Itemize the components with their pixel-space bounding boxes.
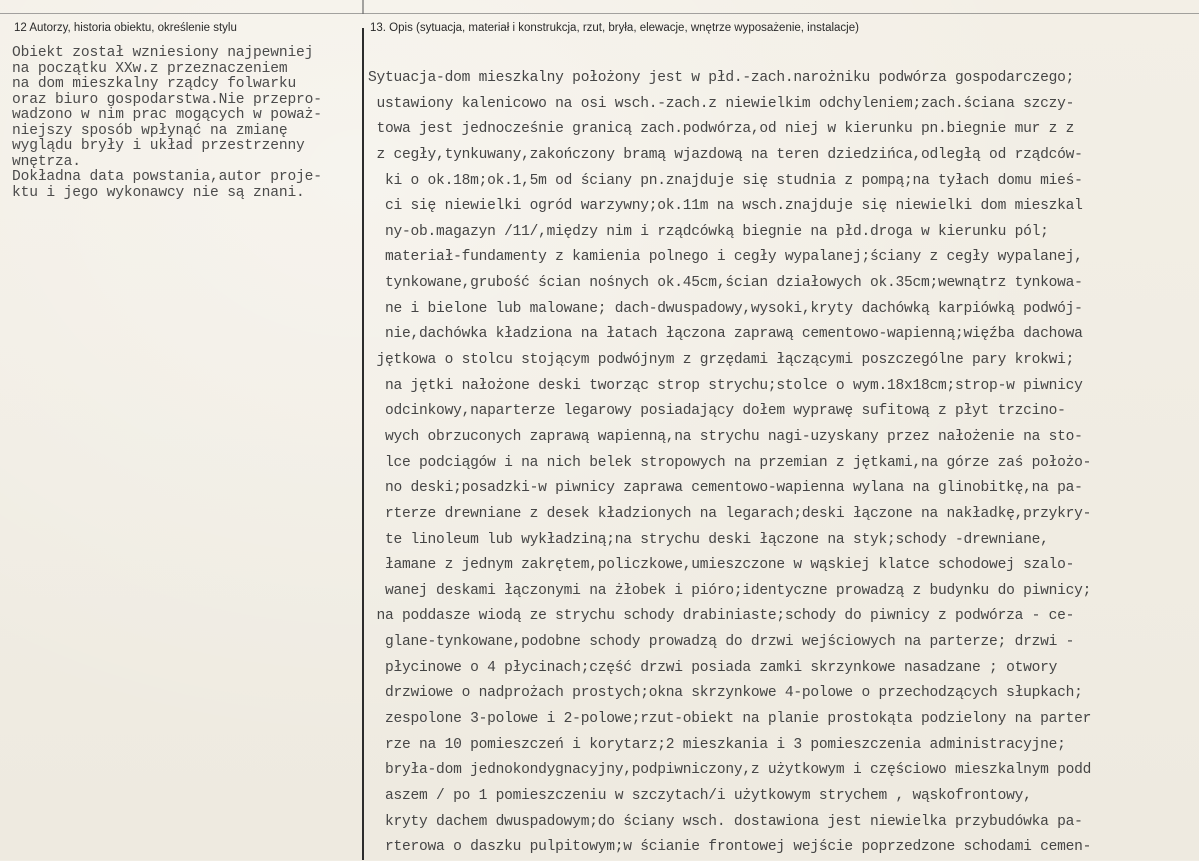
text-line: na początku XXw.z przeznaczeniem (12, 60, 288, 77)
text-line: jętkowa o stolcu stojącym podwójnym z grzędami łączącymi poszczególne pary krokwi; (368, 352, 1075, 369)
text-line: Obiekt został wzniesiony najpewniej (12, 45, 314, 61)
text-line: na dom mieszkalny rządcy folwarku (12, 76, 297, 92)
top-column-divider (362, 0, 364, 14)
text-line: oraz biuro gospodarstwa.Nie przepro- (12, 91, 322, 108)
column-divider (362, 28, 364, 860)
description-text (368, 66, 1198, 861)
text-line: wnętrza. (12, 153, 81, 170)
text-line: kryty dachem dwuspadowym;do ściany wsch. dostawiona jest niewielka przybudówka pa- (368, 813, 1083, 830)
text-line: rterowa o daszku pulpitowym;w ścianie frontowej wejście poprzedzone schodami cemen- (368, 839, 1092, 856)
text-line: Dokładna data powstania,autor proje- (12, 169, 322, 185)
text-line: łamane z jednym zakrętem,policzkowe,umieszczone w wąskiej klatce schodowej szalo- (368, 557, 1075, 574)
text-line: drzwiowe o nadprożach prostych;okna skrzynkowe 4-polowe o przechodzących słupkach; (368, 685, 1083, 702)
text-line: bryła-dom jednokondygnacyjny,podpiwniczony,z użytkowym i częściowo mieszkalnym podd (368, 762, 1092, 779)
authors-history-text (12, 46, 358, 201)
text-line: wyglądu bryły i układ przestrzenny (12, 138, 305, 154)
text-line: na poddasze wiodą ze strychu schody drabiniaste;schody do piwnicy z podwórza - ce- (368, 608, 1075, 625)
text-line: ci się niewielki ogród warzywny;ok.11m na wsch.znajduje się niewielki dom mieszkal (368, 198, 1083, 215)
text-line: zespolone 3-polowe i 2-polowe;rzut-obiekt na planie prostokąta podzielony na parter (368, 711, 1092, 728)
text-line: ny-ob.magazyn /11/,między nim i rządcówką biegnie na płd.droga w kierunku pól; (368, 223, 1049, 240)
text-line: nie,dachówka kładziona na łatach łączona zaprawą cementowo-wapienną;więźba dachowa (368, 326, 1083, 343)
text-line: rze na 10 pomieszczeń i korytarz;2 mieszkania i 3 pomieszczenia administracyjne; (368, 736, 1066, 753)
top-rule (0, 13, 1199, 14)
text-line: ustawiony kalenicowo na osi wsch.-zach.z niewielkim odchyleniem;zach.ściana szczy- (368, 95, 1075, 112)
text-line: rterze drewniane z desek kładzionych na legarach;deski łączone na nakładkę,przykry- (368, 505, 1092, 522)
text-line: ktu i jego wykonawcy nie są znani. (12, 184, 305, 201)
text-line: aszem / po 1 pomieszczeniu w szczytach/i użytkowym strychem , wąskofrontowy, (368, 787, 1032, 804)
text-line: towa jest jednocześnie granicą zach.podwórza,od niej w kierunku pn.biegnie mur z z (368, 121, 1075, 138)
text-line: wych obrzuconych zaprawą wapienną,na strychu nagi-uzyskany przez nałożenie na sto- (368, 428, 1083, 445)
text-line: materiał-fundamenty z kamienia polnego i cegły wypalanej;ściany z cegły wypalanej, (368, 249, 1083, 266)
text-line: Sytuacja-dom mieszkalny położony jest w płd.-zach.narożniku podwórza gospodarczego; (368, 70, 1075, 86)
text-line: tynkowane,grubość ścian nośnych ok.45cm,ścian działowych ok.35cm;wewnątrz tynkowa- (368, 275, 1083, 292)
text-line: płycinowe o 4 płycinach;część drzwi posiada zamki skrzynkowe nasadzane ; otwory (368, 659, 1058, 676)
text-line: wanej deskami łączonymi na żłobek i pióro;identyczne prowadzą z budynku do piwnicy; (368, 582, 1092, 599)
text-line: odcinkowy,naparterze legarowy posiadający dołem wyprawę sufitową z płyt trzcino- (368, 403, 1066, 420)
text-line: z cegły,tynkuwany,zakończony bramą wjazdową na teren dziedzińca,odległą od rządców- (368, 146, 1083, 163)
section-12-heading: 12 Autorzy, historia obiektu, określenie stylu (14, 22, 237, 34)
text-line: lce podciągów i na nich belek stropowych na przemian z jętkami,na górze zaś położo- (368, 454, 1092, 471)
text-line: ki o ok.18m;ok.1,5m od ściany pn.znajduje się studnia z pompą;na tyłach domu mieś- (368, 172, 1083, 189)
text-line: te linoleum lub wykładziną;na strychu deski łączone na styk;schody -drewniane, (368, 531, 1049, 548)
text-line: glane-tynkowane,podobne schody prowadzą do drzwi wejściowych na parterze; drzwi - (368, 634, 1075, 651)
text-line: niejszy sposób wpłynąć na zmianę (12, 122, 288, 139)
section-13-heading: 13. Opis (sytuacja, materiał i konstrukcja, rzut, bryła, elewacje, wnętrze wyposażenie, instalacje) (370, 22, 859, 34)
text-line: ne i bielone lub malowane; dach-dwuspadowy,wysoki,kryty dachówką karpiówką podwój- (368, 300, 1083, 317)
text-line: no deski;posadzki-w piwnicy zaprawa cementowo-wapienna wylana na glinobitkę,na pa- (368, 480, 1083, 497)
text-line: wadzono w nim prac mogących w poważ- (12, 107, 322, 123)
text-line: na jętki nałożone deski tworząc strop strychu;stolce o wym.18x18cm;strop-w piwnicy (368, 377, 1083, 394)
